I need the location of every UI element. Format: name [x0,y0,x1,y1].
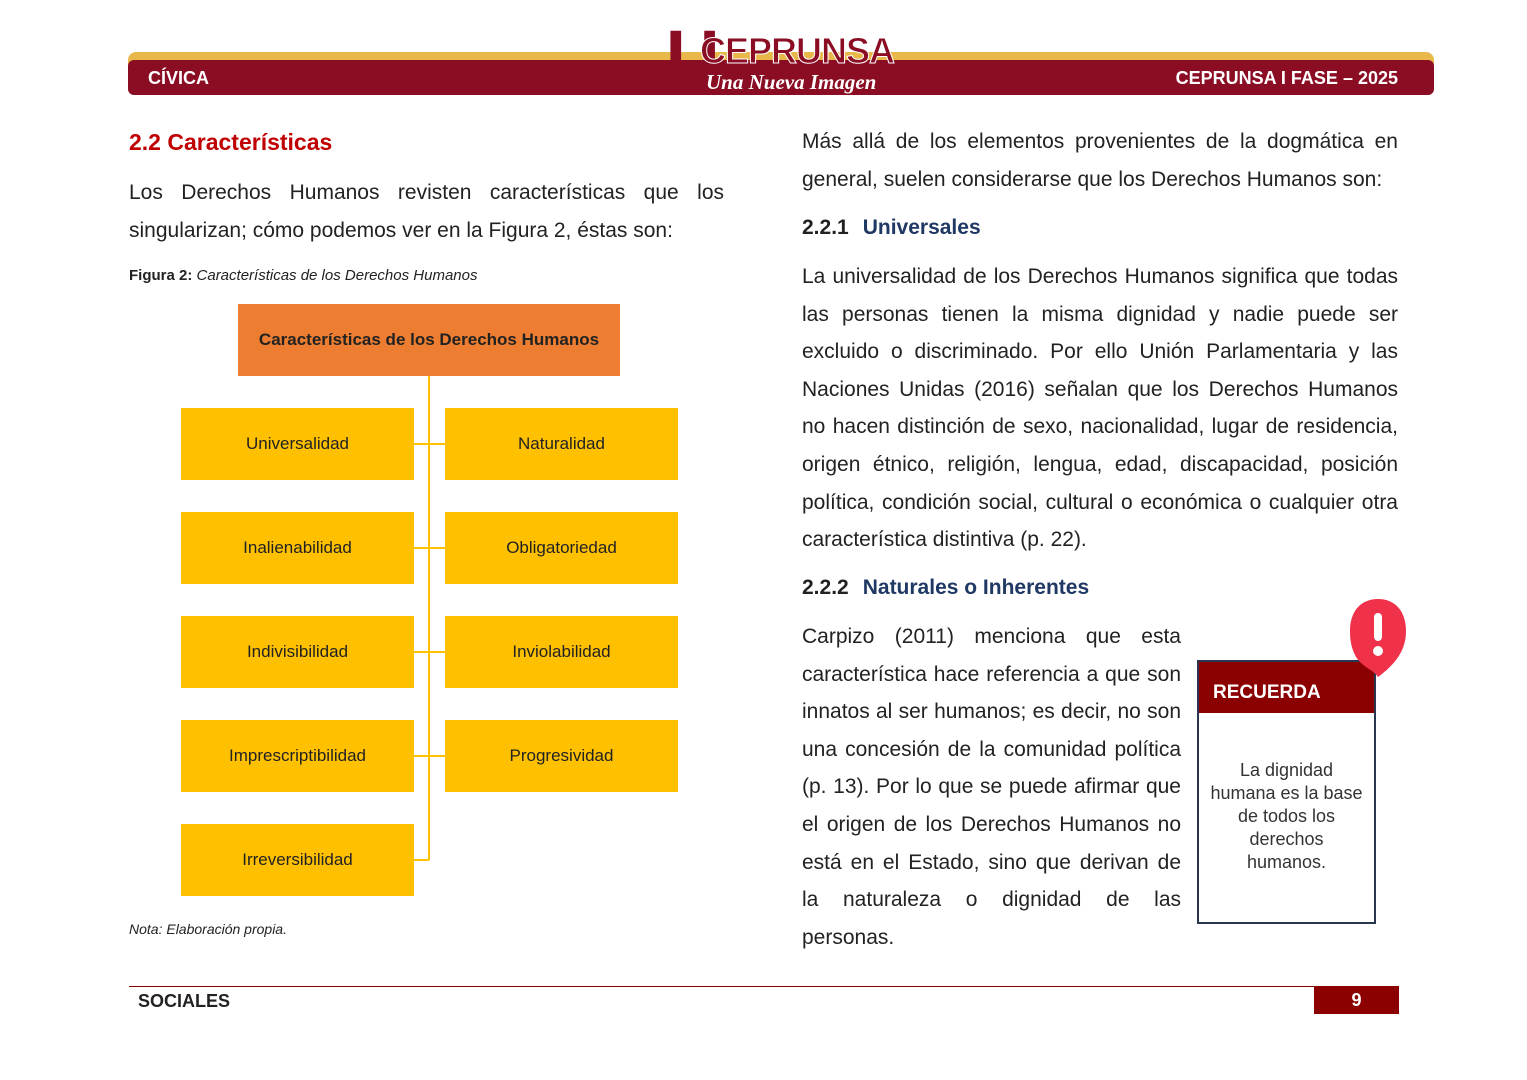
subsection-heading-universales: 2.2.1 Universales [802,216,981,239]
diagram-trunk [428,376,430,860]
subsection-heading-naturales: 2.2.2 Naturales o Inherentes [802,576,1090,599]
diagram-node: Inviolabilidad [445,616,678,688]
naturales-paragraph: Carpizo (2011) menciona que esta característica hace referencia a que son innatos al ser humanos; es decir, no son una concesión de la comunidad política (p. 13). Por lo que se puede afirmar que el origen de los Derechos Humanos no está en el Estado, sino que derivan de la naturaleza o dignidad de las personas. [802,625,1181,949]
exclamation-icon [1349,597,1407,677]
diagram-node: Progresividad [445,720,678,792]
figure-note: Nota: Elaboración propia. [129,921,287,937]
diagram-node: Indivisibilidad [181,616,414,688]
figure-caption: Figura 2: Características de los Derechos Humanos [129,267,478,284]
header-course: CÍVICA [148,68,210,88]
page-number: 9 [1314,987,1399,1014]
footer-subject: SOCIALES [138,991,231,1011]
right-intro: Más allá de los elementos provenientes de la dogmática en general, suelen considerarse que los Derechos Humanos son: [802,130,1398,191]
header-edition: CEPRUNSA I FASE – 2025 [1175,68,1398,88]
universales-paragraph: La universalidad de los Derechos Humanos significa que todas las personas tienen la misma dignidad y nadie puede ser excluido o discriminado. Por ello Unión Parlamentaria y las Naciones Unidas (2016) señalan que los Derechos Humanos no hacen distinción de sexo, nacionalidad, lugar de residencia, origen étnico, religión, lengua, edad, discapacidad, posición política, condición social, cultural o económica o cualquier otra característica distintiva (p. 22). [802,265,1398,552]
intro-paragraph: Los Derechos Humanos revisten características que los singularizan; cómo podemos ver en la Figura 2, éstas son: [129,181,724,242]
diagram-node: Naturalidad [445,408,678,480]
ceprunsa-logo: U CEPRUNSA Una Nueva Imagen [666,15,895,98]
recuerda-callout [1197,660,1376,924]
diagram-node: Universalidad [181,408,414,480]
diagram-root: Características de los Derechos Humanos [238,304,620,376]
diagram-node: Irreversibilidad [181,824,414,896]
diagram-node: Obligatoriedad [445,512,678,584]
diagram-node: Imprescriptibilidad [181,720,414,792]
diagram-node: Inalienabilidad [181,512,414,584]
footer-rule [129,986,1399,987]
section-heading: 2.2 Características [129,129,333,155]
callout-title: RECUERDA [1199,662,1374,713]
callout-body: La dignidad humana es la base de todos los derechos humanos. [1210,760,1363,872]
